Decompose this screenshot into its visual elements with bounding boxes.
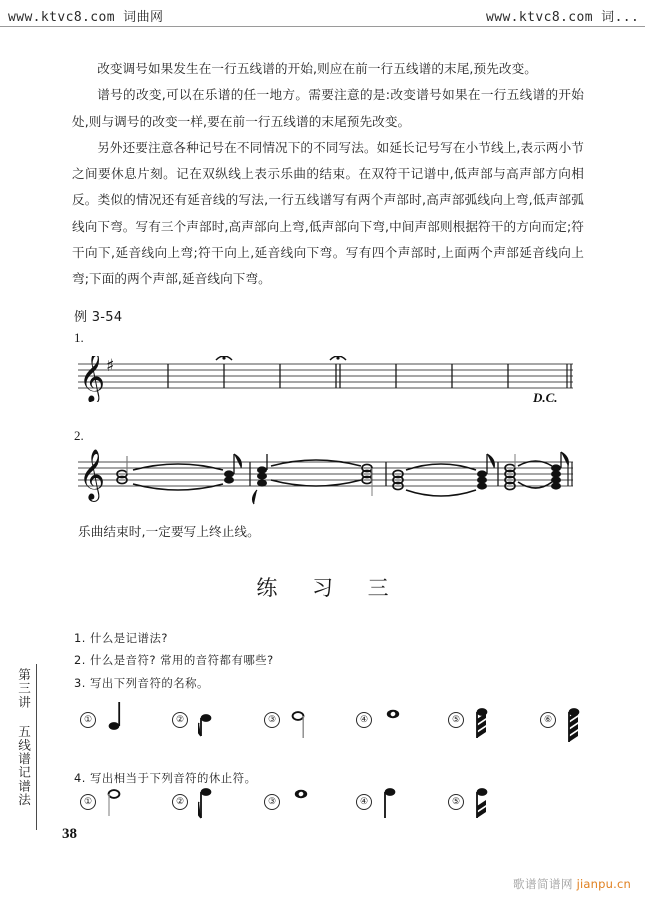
- half-note-icon: [106, 778, 130, 826]
- note-item-1: [80, 702, 170, 754]
- watermark-top-right: www.ktvc8.com 词...: [486, 10, 640, 25]
- note-item-3: [264, 702, 354, 754]
- note-item-1: [80, 784, 170, 836]
- example-label: 例 3-54: [74, 310, 123, 325]
- whole-note-icon: [382, 696, 408, 744]
- paragraph-2: 谱号的改变,可以在乐谱的任一地方。需要注意的是:改变谱号如果在一行五线谱的开始处,则与调号的改变一样,要在前一行五线谱的末尾预先改变。: [72, 87, 584, 129]
- quarter-note-icon: [106, 696, 130, 744]
- paragraph-1: 改变调号如果发生在一行五线谱的开始,则应在前一行五线谱的末尾,预先改变。: [97, 61, 537, 76]
- marker-circle-3: ③: [264, 712, 280, 728]
- eighth-note-icon: [198, 696, 222, 744]
- question-2: 2. 什么是音符? 常用的音符都有哪些?: [74, 653, 274, 667]
- note-item-5: [448, 784, 538, 836]
- marker-circle-4: ④: [356, 712, 372, 728]
- measure-1: [117, 454, 241, 490]
- staff-1-notation: [78, 356, 573, 402]
- music-staff-1: [78, 356, 573, 402]
- note-item-6: [540, 702, 630, 754]
- sixty-fourth-note-icon: [566, 696, 590, 750]
- marker-circle-5: ⑤: [448, 794, 464, 810]
- sidebar-rule: [36, 664, 37, 830]
- measure-4: [505, 452, 568, 490]
- note-row-question-3: [62, 702, 622, 754]
- note-item-3: [264, 784, 354, 836]
- marker-circle-4: ④: [356, 794, 372, 810]
- dc-marking: D.C.: [533, 390, 558, 402]
- sharp-key-signature-icon: ♯: [106, 356, 115, 376]
- question-3: 3. 写出下列音符的名称。: [74, 676, 209, 690]
- marker-circle-2: ②: [172, 794, 188, 810]
- exercise-heading: 练 习 三: [256, 576, 403, 600]
- measure-3: [393, 454, 494, 496]
- watermark-top-left: www.ktvc8.com 词曲网: [8, 10, 164, 25]
- footer-domain: jianpu.cn: [576, 877, 631, 891]
- marker-circle-6: ⑥: [540, 712, 556, 728]
- chapter-sidebar-label: 第三讲 五线谱记谱法: [16, 668, 31, 807]
- example-item-2-number: 2.: [74, 428, 84, 443]
- example-item-1-number: 1.: [74, 330, 84, 345]
- note-item-4: [356, 702, 446, 754]
- question-1: 1. 什么是记谱法?: [74, 631, 168, 645]
- body-text: [72, 56, 584, 293]
- note-item-4: [356, 784, 446, 836]
- marker-circle-2: ②: [172, 712, 188, 728]
- half-note-icon: [290, 696, 314, 744]
- note-row-question-4: [62, 784, 622, 836]
- whole-note-icon: [290, 778, 316, 826]
- marker-circle-1: ①: [80, 794, 96, 810]
- eighth-note-icon: [198, 778, 222, 828]
- note-item-5: [448, 702, 538, 754]
- closing-line: 乐曲结束时,一定要写上终止线。: [78, 524, 260, 539]
- music-staff-2: [78, 446, 573, 508]
- treble-clef-icon: 𝄞: [79, 356, 106, 402]
- thirty-second-note-icon: [474, 696, 498, 748]
- note-item-2: [172, 702, 262, 754]
- quarter-note-icon: [382, 778, 406, 826]
- question-4: 4. 写出相当于下列音符的休止符。: [74, 771, 257, 785]
- paragraph-3: 另外还要注意各种记号在不同情况下的不同写法。如延长记号写在小节线上,表示两小节之间要休息片刻。记在双纵线上表示乐曲的结束。在双符干记谱中,低声部与高声部方向相反。类似的情况还有延音线的写法,一行五线谱写有两个声部时,高声部弧线向上弯,低声部弧线向下弯。写有三个声部时,高声部向上弯,低声部向下弯,中间声部则根据符干的方向而定;符干向下,延音线向上弯;符干向上,延音线向下弯。写有四个声部时,上面两个声部延音线向上弯;下面的两个声部,延音线向下弯。: [72, 139, 584, 287]
- sixteenth-note-icon: [474, 778, 498, 828]
- note-item-2: [172, 784, 262, 836]
- footer-site-name: 歌谱简谱网: [512, 877, 573, 891]
- footer-watermark: [513, 876, 631, 892]
- treble-clef-icon: 𝄞: [79, 449, 106, 500]
- marker-circle-1: ①: [80, 712, 96, 728]
- marker-circle-5: ⑤: [448, 712, 464, 728]
- staff-2-notation: [78, 446, 573, 508]
- page-number: 38: [62, 826, 77, 842]
- header-divider: [0, 26, 645, 27]
- fermata-dot: [222, 356, 225, 359]
- marker-circle-3: ③: [264, 794, 280, 810]
- fermata-dot: [336, 356, 339, 359]
